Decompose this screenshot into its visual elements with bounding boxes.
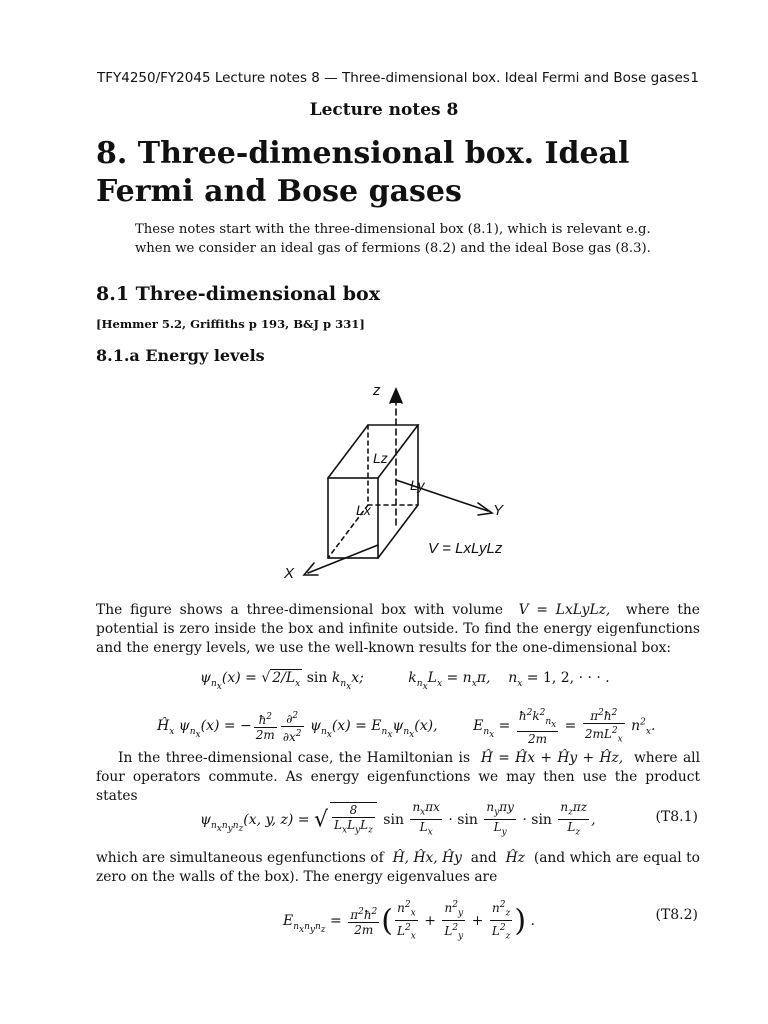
paragraph-hamiltonian: In the three-dimensional case, the Hamiltonian is Ĥ = Ĥx + Ĥy + Ĥz, where all four operators commute. As energy eigenfunctions we may then use the product states	[96, 750, 701, 804]
axis-z-label: z	[373, 382, 381, 399]
lecture-label: Lecture notes 8	[309, 100, 459, 120]
paragraph-eigenfunctions: which are simultaneous egenfunctions of Ĥ, Ĥx, Ĥy and Ĥz (and which are equal to zero on the walls of the box). The energy eigenvalues are	[96, 850, 700, 885]
equation-number-t81: (T8.1)	[655, 809, 698, 825]
running-header	[97, 70, 699, 86]
equation-1d-wavefunction: $\psi_{n_x}(x)$ = √ $2/L_x$ $\sin k_{n_x}x$; $k_{n_x}L_x = n_x\pi$, $n_x = 1$, 2, · · · .	[200, 670, 610, 692]
axis-x-label: X	[284, 565, 295, 582]
operators-formula: Ĥ, Ĥx, Ĥy	[392, 850, 462, 866]
running-title: TFY4250/FY2045 Lecture notes 8 — Three-dimensional box. Ideal Fermi and Bose gases	[97, 70, 690, 86]
hamiltonian-formula: Ĥ = Ĥx + Ĥy + Ĥz,	[480, 750, 624, 766]
page-number: 1	[690, 70, 699, 86]
volume-formula: V = LxLyLz,	[518, 602, 611, 618]
axis-y-label: Y	[493, 502, 504, 519]
equation-product-state: $\psi_{n_xn_yn_z}(x$, y, z) = √ $\frac{8}{L_xL_yL_z}$ sin $\frac{n_x\pi x}{L_x}$ · sin $\frac{n_y\pi y}{L_y}$ · sin $\frac{n_z\pi z}{L_z}$ ,	[200, 800, 596, 838]
equation-number-t82: (T8.2)	[655, 907, 698, 923]
paragraph-volume: The figure shows a three-dimensional box with volume V = LxLyLz, where the potential is zero inside the box and infinite outside. To find the energy eigenfunctions and the energy levels, we use the well-known results for the one-dimensional box:	[96, 602, 700, 656]
section-references: [Hemmer 5.2, Griffiths p 193, B&J p 331]	[96, 317, 365, 331]
equation-energy-eigenvalues: $E_{n_xn_yn_z}$ = $\frac{\pi^2ħ^2}{2m}$ ( $\frac{n^2_x}{L^2_x}$ + $\frac{n^2_y}{L^2_y}$ + $\frac{n^2_z}{L^2_z}$ ) .	[283, 900, 535, 942]
x-axis	[308, 545, 378, 573]
z-axis-arrow	[390, 389, 402, 403]
chapter-title: 8. Three-dimensional box. Ideal Fermi and Bose gases	[96, 136, 630, 209]
operator-last: Ĥz	[505, 850, 525, 866]
box-figure	[278, 375, 528, 585]
lx-label: Lx	[356, 502, 371, 518]
box-front-face	[328, 478, 378, 558]
abstract: These notes start with the three-dimensional box (8.1), which is relevant e.g. when we consider an ideal gas of fermions (8.2) and the ideal Bose gas (8.3).	[135, 222, 651, 256]
lz-label: Lz	[373, 450, 388, 466]
ly-label: Ly	[410, 477, 425, 493]
section-title: 8.1 Three-dimensional box	[96, 283, 381, 305]
equation-1d-energy: $Ĥ_x$ $\psi_{n_x}(x)$ = − $\frac{ħ^2}{2m}$ $\frac{\partial^2}{\partial x^2}$ $\psi_{n_x}(x) = E_{n_x}\psi_{n_x}(x)$, $E_{n_x}$ = $\frac{ħ^2k^2_{n_x}}{2m}$ = $\frac{\pi^2ħ^2}{2mL^2_x}$ $n^2_x$.	[157, 708, 656, 747]
volume-label: V = LxLyLz	[428, 540, 503, 557]
subsection-title: 8.1.a Energy levels	[96, 346, 265, 365]
